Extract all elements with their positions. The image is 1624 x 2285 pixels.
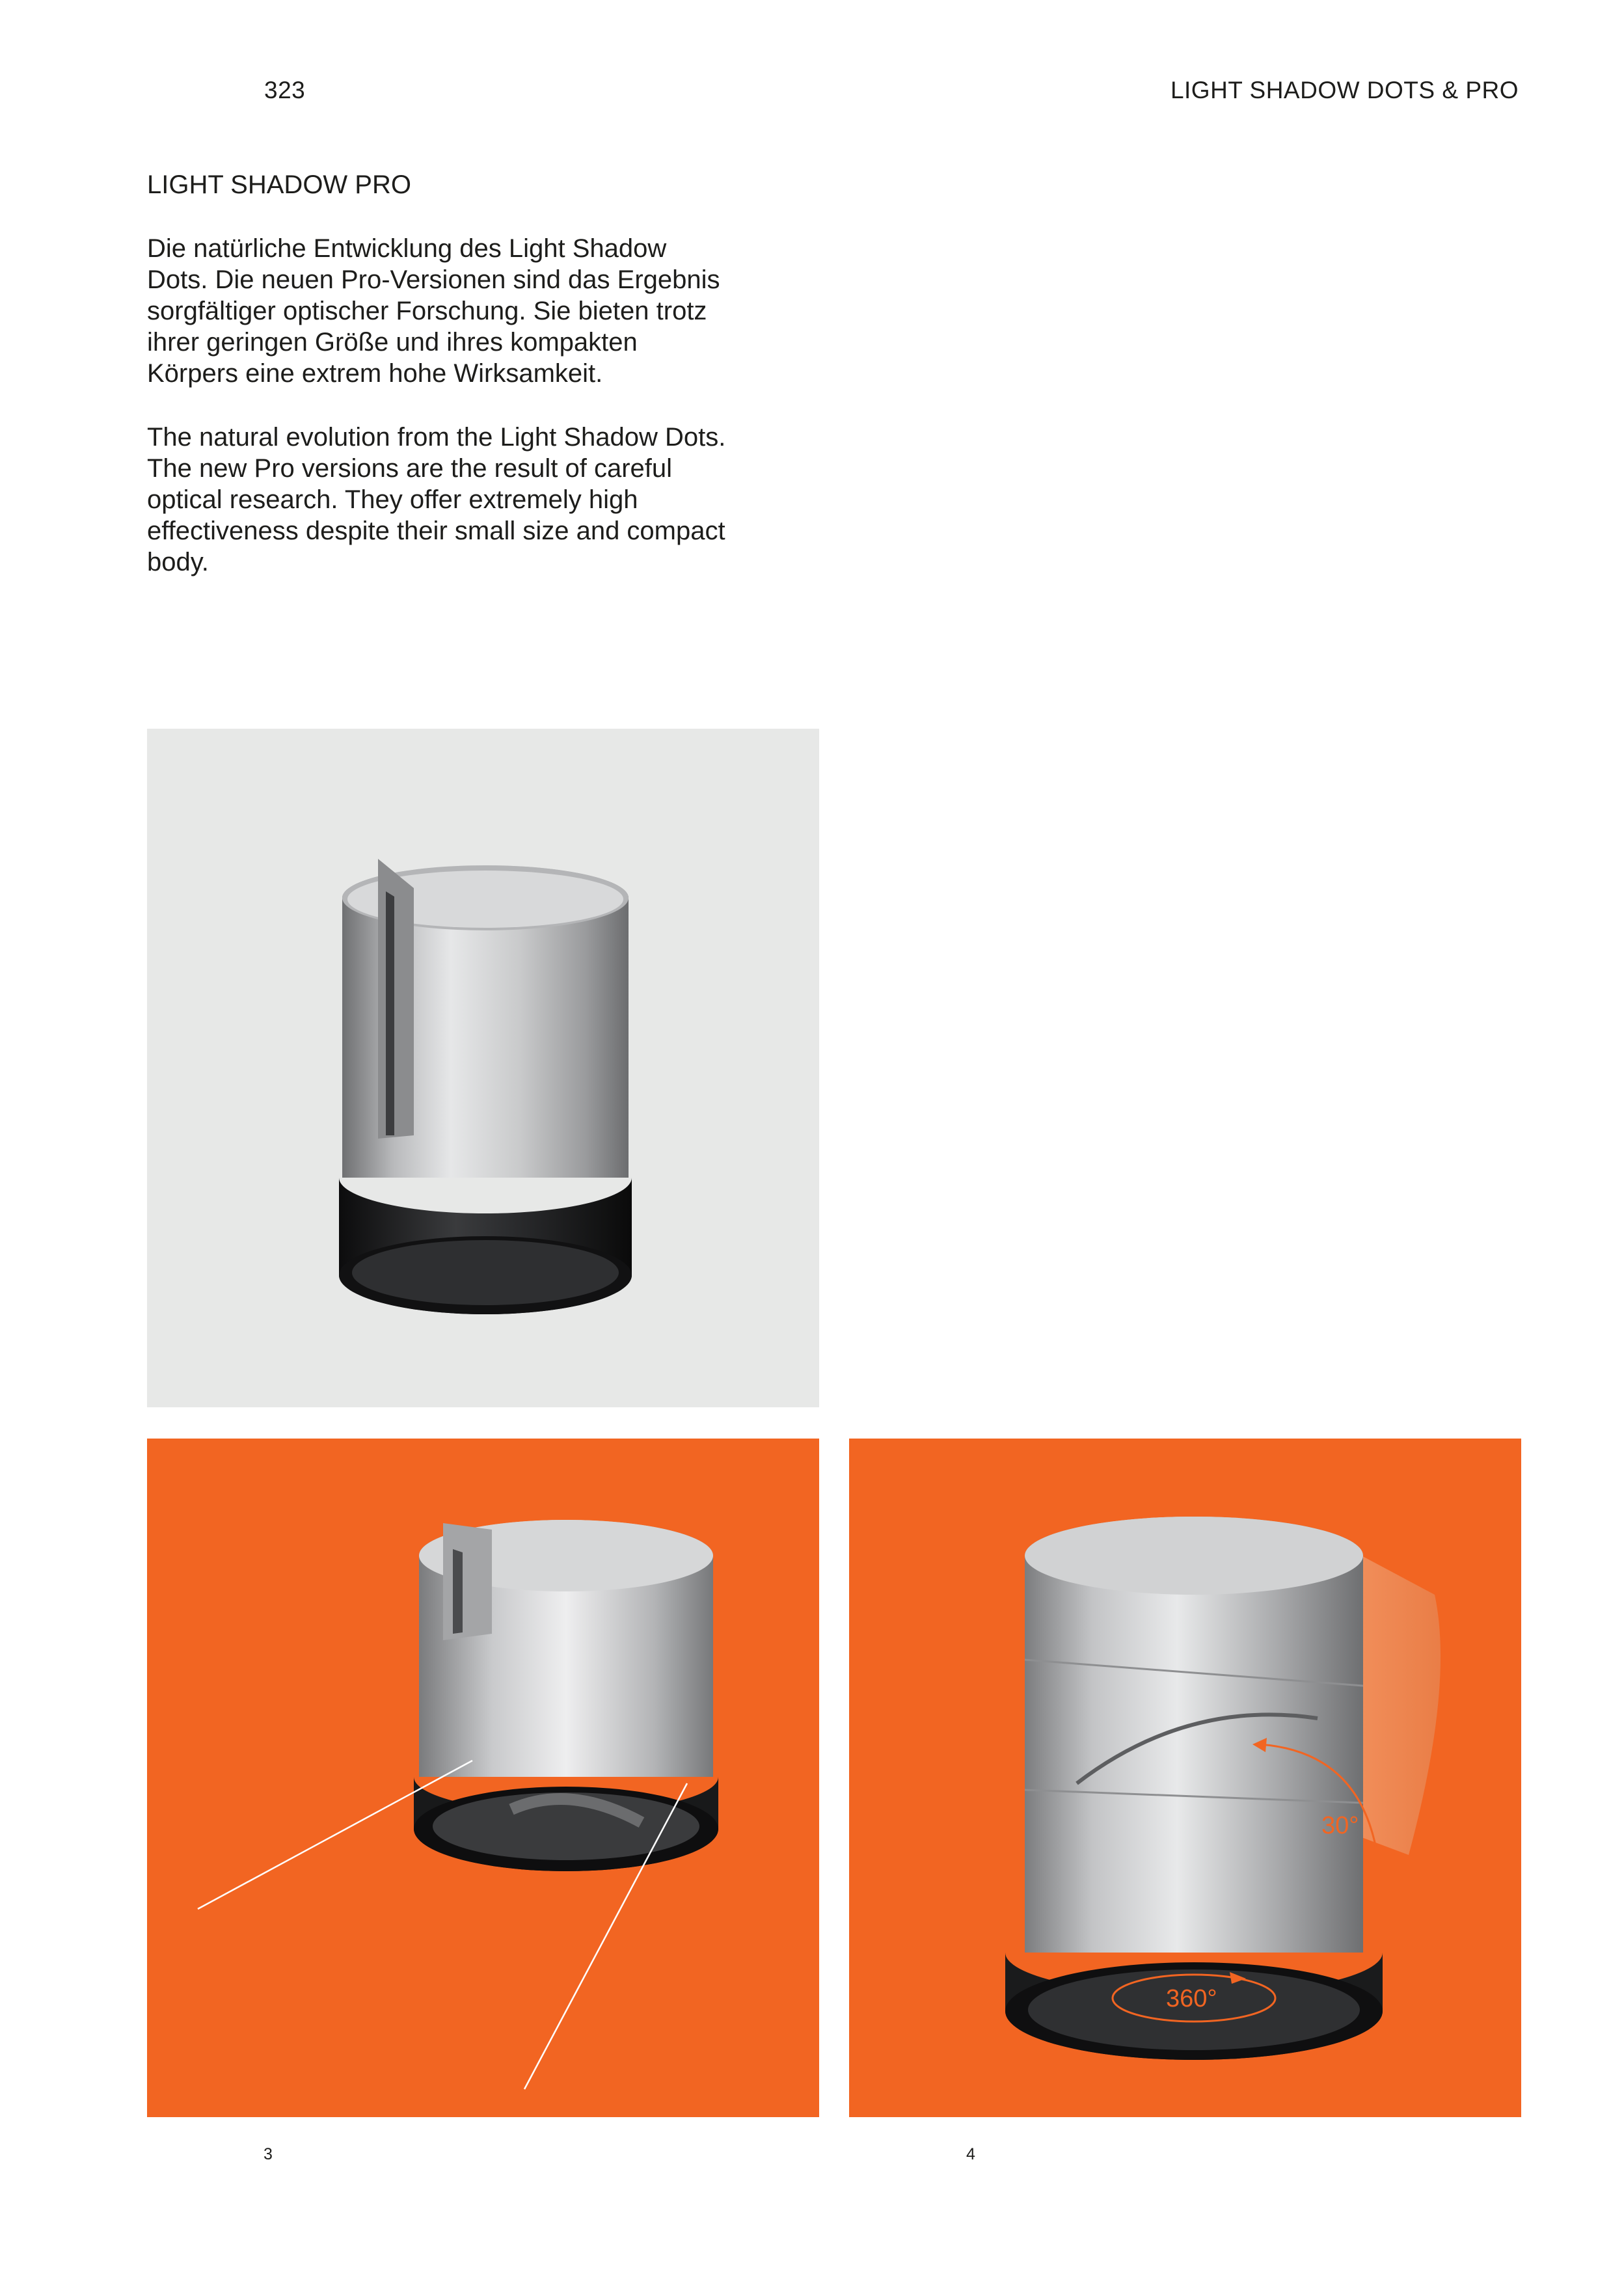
- description-german: Die natürliche Entwicklung des Light Shadow Dots. Die neuen Pro-Versionen sind das Ergebnis sorgfältiger optischer Forschung. Sie bieten trotz ihrer geringen Größe und ihres kompakten Körpers eine extrem hohe Wirksamkeit.: [147, 234, 720, 388]
- figure-label-3: 3: [264, 2145, 273, 2163]
- running-title: LIGHT SHADOW DOTS & PRO: [1170, 77, 1519, 103]
- spotlight-short-illustration: [147, 1439, 819, 2117]
- rotation-angle-label: 360°: [1166, 1985, 1217, 2012]
- section-heading: LIGHT SHADOW PRO: [147, 170, 411, 199]
- description-english: The natural evolution from the Light Shadow Dots. The new Pro versions are the result of careful optical research. They offer extremely high effectiveness despite their small size and compact body.: [147, 423, 726, 576]
- tilt-angle-label: 30°: [1321, 1812, 1359, 1839]
- product-photo-orange-detail: [147, 1439, 819, 2117]
- page-number: 323: [264, 77, 306, 103]
- product-photo-grey: [147, 729, 819, 1407]
- figure-label-4: 4: [966, 2145, 975, 2163]
- product-photo-orange-adjustable: [849, 1439, 1521, 2117]
- spotlight-cylinder-illustration: [147, 729, 819, 1407]
- spotlight-adjustable-illustration: [849, 1439, 1521, 2117]
